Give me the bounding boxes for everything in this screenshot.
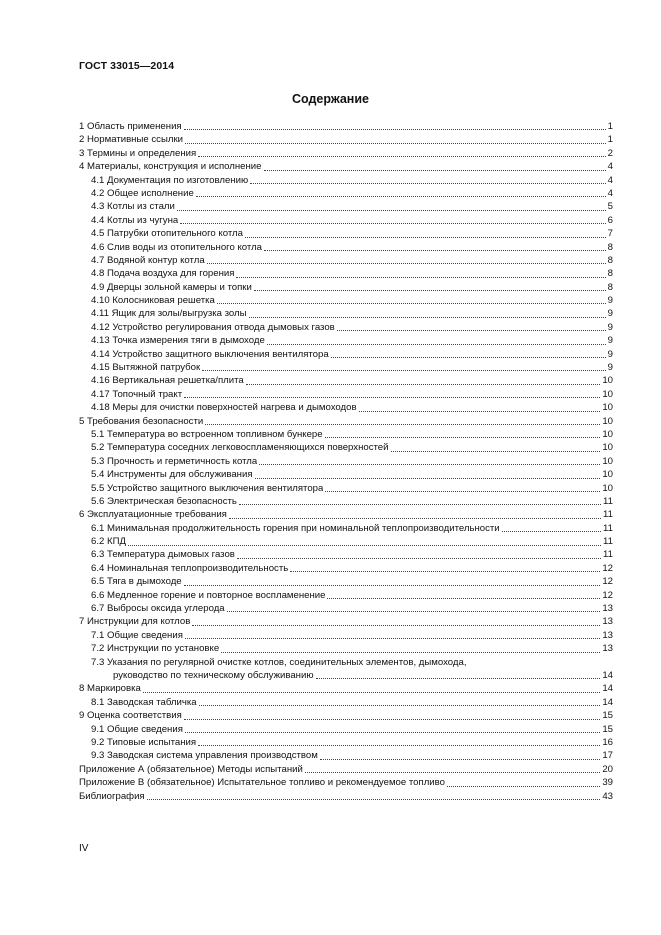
toc-entry-page: 15 (602, 710, 613, 722)
toc-entry[interactable] (79, 441, 613, 454)
leader-dots (325, 436, 601, 438)
toc-entry-label: 4.10 Колосниковая решетка (91, 295, 215, 307)
toc-entry[interactable] (79, 763, 613, 776)
leader-dots (246, 383, 601, 385)
toc-entry-label: 6.2 КПД (91, 536, 126, 548)
toc-entry-page: 11 (603, 536, 613, 548)
toc-entry-label: 5 Требования безопасности (79, 415, 204, 427)
toc-entry[interactable] (79, 723, 613, 736)
toc-entry-page: 14 (602, 670, 613, 682)
leader-dots (192, 624, 600, 626)
leader-dots (327, 597, 600, 599)
leader-dots (250, 182, 606, 184)
toc-entry-page: 1 (607, 134, 613, 146)
leader-dots (305, 771, 600, 773)
toc-entry[interactable] (79, 321, 613, 334)
toc-entry-label: Приложение В (обязательное) Испытательное топливо и рекомендуемое топливо (79, 777, 445, 789)
toc-entry-page: 20 (602, 763, 613, 775)
toc-entry-label: 7.2 Инструкции по установке (91, 643, 220, 655)
leader-dots (202, 369, 605, 371)
leader-dots (245, 236, 606, 238)
leader-dots (502, 530, 601, 532)
toc-entry[interactable] (79, 254, 613, 267)
toc-entry-label: 9.2 Типовые испытания (91, 736, 197, 748)
toc-entry[interactable] (79, 709, 613, 722)
toc-entry-page: 8 (607, 254, 613, 266)
toc-entry-label: 4.8 Подача воздуха для горения (91, 268, 235, 280)
toc-entry-page: 9 (607, 335, 613, 347)
toc-entry-page: 4 (607, 161, 613, 173)
leader-dots (290, 570, 600, 572)
toc-entry-label: 3 Термины и определения (79, 147, 197, 159)
leader-dots (259, 463, 600, 465)
toc-entry-label: 4.17 Топочный тракт (91, 388, 183, 400)
toc-entry-label: 4.16 Вертикальная решетка/плита (91, 375, 244, 387)
toc-entry[interactable] (79, 736, 613, 749)
toc-entry-page: 10 (602, 428, 613, 440)
toc-entry-label: 4 Материалы, конструкция и исполнение (79, 161, 262, 173)
toc-entry-page: 17 (602, 750, 613, 762)
toc-entry-label: 6.1 Минимальная продолжительность горения при номинальной теплопроизводительности (91, 522, 500, 534)
leader-dots (237, 557, 601, 559)
toc-title: Содержание (291, 92, 369, 106)
leader-dots (320, 758, 600, 760)
toc-entry-label: 4.15 Вытяжной патрубок (91, 362, 201, 374)
leader-dots (264, 249, 606, 251)
toc-entry-label: 8 Маркировка (79, 683, 141, 695)
toc-entry-page: 12 (602, 576, 613, 588)
toc-entry-page: 6 (607, 214, 613, 226)
toc-entry-label: 8.1 Заводская табличка (91, 696, 197, 708)
toc-entry[interactable] (79, 468, 613, 481)
toc-entry[interactable] (79, 790, 613, 803)
toc-entry-page: 16 (602, 736, 613, 748)
toc-entry-label: 6.4 Номинальная теплопроизводительность (91, 562, 289, 574)
toc-entry[interactable] (79, 682, 613, 695)
toc-entry-label: 6.3 Температура дымовых газов (91, 549, 235, 561)
toc-entry-label: 4.9 Дверцы зольной камеры и топки (91, 281, 252, 293)
toc-entry-page: 10 (602, 415, 613, 427)
leader-dots (337, 329, 606, 331)
toc-entry-page: 39 (602, 777, 613, 789)
toc-entry[interactable] (79, 482, 613, 495)
leader-dots (316, 677, 601, 679)
toc-entry-page: 13 (602, 629, 613, 641)
toc-entry-page: 4 (607, 187, 613, 199)
toc-entry-page: 8 (607, 281, 613, 293)
toc-entry[interactable] (79, 361, 613, 374)
toc-entry[interactable] (79, 602, 613, 615)
toc-entry-page: 11 (603, 549, 613, 561)
toc-entry[interactable] (79, 120, 613, 133)
leader-dots (325, 490, 600, 492)
toc-entry-label: 4.1 Документация по изготовлению (91, 174, 249, 186)
toc-entry-label: 5.6 Электрическая безопасность (91, 495, 237, 507)
toc-entry-page: 11 (603, 509, 613, 521)
leader-dots (185, 637, 600, 639)
toc-entry-page: 13 (602, 616, 613, 628)
toc-entry[interactable] (79, 388, 613, 401)
toc-entry-label: 5.3 Прочность и герметичность котла (91, 455, 258, 467)
toc-entry-label: 4.11 Ящик для золы/выгрузка золы (91, 308, 247, 320)
toc-entry-label: 4.3 Котлы из стали (91, 201, 175, 213)
toc-entry[interactable] (79, 642, 613, 655)
toc-entry[interactable] (79, 656, 613, 683)
toc-entry-page: 9 (607, 362, 613, 374)
toc-entry-page: 10 (602, 402, 613, 414)
leader-dots (185, 731, 600, 733)
toc-entry[interactable] (79, 428, 613, 441)
toc-entry-page: 4 (607, 174, 613, 186)
toc-entry-label: 1 Область применения (79, 120, 182, 132)
leader-dots (184, 396, 600, 398)
toc-entry-label: 9 Оценка соответствия (79, 710, 182, 722)
leader-dots (184, 128, 606, 130)
toc-entry-page: 10 (602, 455, 613, 467)
toc-entry[interactable] (79, 415, 613, 428)
toc-entry-page: 9 (607, 295, 613, 307)
toc-entry-page: 1 (607, 120, 613, 132)
leader-dots (221, 651, 600, 653)
toc-entry-page: 43 (602, 790, 613, 802)
toc-entry-label: 4.7 Водяной контур котла (91, 254, 205, 266)
toc-entry[interactable] (79, 174, 613, 187)
toc-entry-page: 9 (607, 308, 613, 320)
toc-entry-page: 10 (602, 388, 613, 400)
toc-entry[interactable] (79, 307, 613, 320)
toc-entry[interactable] (79, 749, 613, 762)
toc-entry[interactable] (79, 348, 613, 361)
leader-dots (249, 316, 606, 318)
toc-entry-page: 10 (602, 375, 613, 387)
leader-dots (184, 718, 601, 720)
leader-dots (239, 503, 601, 505)
leader-dots (199, 704, 601, 706)
toc-entry[interactable] (79, 535, 613, 548)
leader-dots (227, 610, 601, 612)
toc-entry[interactable] (79, 508, 613, 521)
leader-dots (185, 142, 606, 144)
toc-entry-label: 6.5 Тяга в дымоходе (91, 576, 182, 588)
toc-entry-page: 9 (607, 348, 613, 360)
toc-entry[interactable] (79, 615, 613, 628)
toc-entry[interactable] (79, 133, 613, 146)
leader-dots (447, 785, 600, 787)
toc-entry[interactable] (79, 696, 613, 709)
leader-dots (147, 798, 601, 800)
toc-entry-page: 10 (602, 482, 613, 494)
leader-dots (359, 410, 601, 412)
toc-entry-page: 10 (602, 469, 613, 481)
leader-dots (255, 477, 601, 479)
toc-entry[interactable] (79, 267, 613, 280)
toc-entry[interactable] (79, 495, 613, 508)
toc-entry-label: 6.7 Выбросы оксида углерода (91, 603, 225, 615)
toc-entry[interactable] (79, 160, 613, 173)
page-number: IV (79, 843, 89, 854)
leader-dots (391, 450, 601, 452)
toc-entry-label: 9.3 Заводская система управления производством (91, 750, 318, 762)
toc-entry-page: 2 (607, 147, 613, 159)
toc-entry-page: 13 (602, 643, 613, 655)
toc-entry-label: 4.5 Патрубки отопительного котла (91, 228, 243, 240)
toc-entry-label-continuation: руководство по техническому обслуживанию (113, 670, 314, 682)
toc-entry-page: 11 (603, 495, 613, 507)
leader-dots (207, 262, 606, 264)
document-code: ГОСТ 33015—2014 (79, 60, 175, 72)
toc-entry-label: 5.4 Инструменты для обслуживания (91, 469, 253, 481)
toc-entry-label: 4.18 Меры для очистки поверхностей нагрева и дымоходов (91, 402, 357, 414)
leader-dots (143, 691, 600, 693)
toc-entry[interactable] (79, 629, 613, 642)
toc-entry[interactable] (79, 200, 613, 213)
leader-dots (229, 517, 601, 519)
toc-entry-page: 15 (602, 723, 613, 735)
leader-dots (331, 356, 606, 358)
toc-entry-label: 7 Инструкции для котлов (79, 616, 191, 628)
toc-entry-label: 7.3 Указания по регулярной очистке котлов, соединительных элементов, дымохода, (91, 656, 467, 668)
toc-entry-page: 10 (602, 442, 613, 454)
toc-entry[interactable] (79, 455, 613, 468)
leader-dots (236, 276, 605, 278)
leader-dots (217, 302, 606, 304)
toc-entry[interactable] (79, 401, 613, 414)
leader-dots (264, 169, 606, 171)
toc-entry[interactable] (79, 776, 613, 789)
toc-entry[interactable] (79, 227, 613, 240)
toc-entry[interactable] (79, 562, 613, 575)
toc-entry-page: 14 (602, 683, 613, 695)
toc-entry[interactable] (79, 187, 613, 200)
toc-entry-page: 8 (607, 268, 613, 280)
leader-dots (254, 289, 606, 291)
toc-entry-page: 11 (603, 522, 613, 534)
toc-entry-label: 5.5 Устройство защитного выключения вентилятора (91, 482, 324, 494)
toc-entry-label: Приложение А (обязательное) Методы испытаний (79, 763, 303, 775)
toc-entry[interactable] (79, 549, 613, 562)
table-of-contents (79, 120, 613, 803)
toc-entry-label: 6.6 Медленное горение и повторное воспламенение (91, 589, 326, 601)
toc-entry-label: 6 Эксплуатационные требования (79, 509, 227, 521)
toc-entry[interactable] (79, 241, 613, 254)
toc-entry-page: 9 (607, 321, 613, 333)
toc-entry-page: 5 (607, 201, 613, 213)
leader-dots (198, 744, 600, 746)
leader-dots (198, 155, 605, 157)
toc-entry-label: 9.1 Общие сведения (91, 723, 183, 735)
toc-entry-page: 14 (602, 696, 613, 708)
toc-entry-label: Библиография (79, 790, 145, 802)
toc-entry[interactable] (79, 281, 613, 294)
toc-entry-page: 8 (607, 241, 613, 253)
toc-entry[interactable] (79, 294, 613, 307)
toc-entry-label: 5.1 Температура во встроенном топливном бункере (91, 428, 323, 440)
toc-entry-label: 2 Нормативные ссылки (79, 134, 184, 146)
leader-dots (196, 195, 606, 197)
toc-entry[interactable] (79, 334, 613, 347)
toc-entry[interactable] (79, 147, 613, 160)
toc-entry-page: 12 (602, 589, 613, 601)
toc-entry[interactable] (79, 522, 613, 535)
leader-dots (205, 423, 600, 425)
toc-entry-label: 4.2 Общее исполнение (91, 187, 194, 199)
leader-dots (184, 584, 601, 586)
toc-entry-label: 4.14 Устройство защитного выключения вентилятора (91, 348, 329, 360)
toc-entry[interactable] (79, 374, 613, 387)
leader-dots (177, 209, 606, 211)
toc-entry-label: 4.6 Слив воды из отопительного котла (91, 241, 263, 253)
leader-dots (267, 343, 606, 345)
toc-entry-label: 4.4 Котлы из чугуна (91, 214, 179, 226)
toc-entry-label: 5.2 Температура соседних легковоспламеняющихся поверхностей (91, 442, 389, 454)
toc-entry-label: 7.1 Общие сведения (91, 629, 183, 641)
toc-entry[interactable] (79, 589, 613, 602)
leader-dots (128, 544, 601, 546)
toc-entry-label: 4.13 Точка измерения тяги в дымоходе (91, 335, 265, 347)
toc-entry-label: 4.12 Устройство регулирования отвода дымовых газов (91, 321, 335, 333)
toc-entry-page: 13 (602, 603, 613, 615)
toc-entry[interactable] (79, 575, 613, 588)
toc-entry-page: 7 (607, 228, 613, 240)
toc-entry-page: 12 (602, 562, 613, 574)
leader-dots (180, 222, 605, 224)
toc-entry[interactable] (79, 214, 613, 227)
